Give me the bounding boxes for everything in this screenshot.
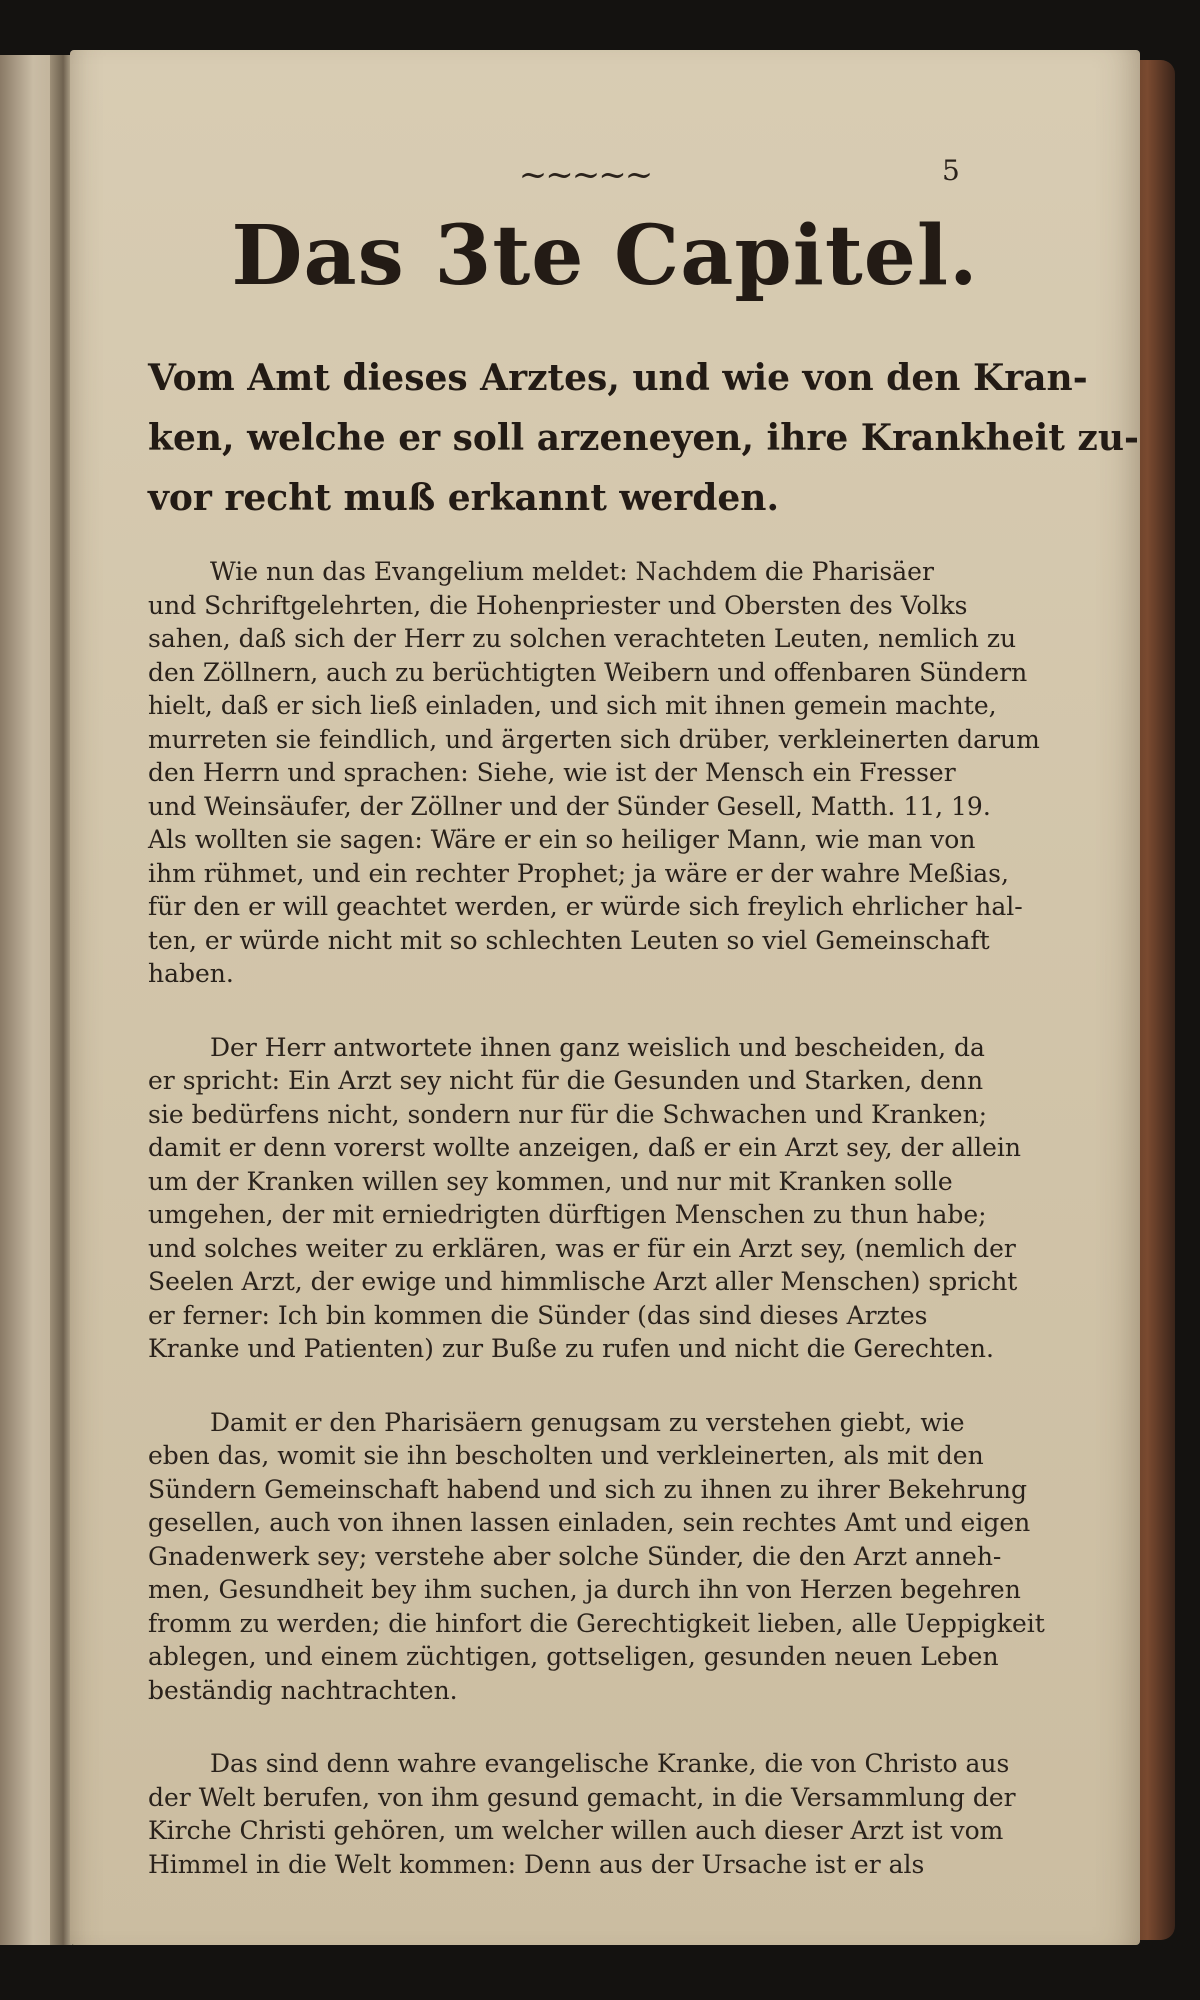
text-line: Das sind denn wahre evangelische Kranke, die von Christo aus — [210, 1749, 1010, 1778]
text-line: ten, er würde nicht mit so schlechten Leuten so viel Gemeinschaft — [148, 925, 990, 955]
text-line: ablegen, und einem züchtigen, gottseligen, gesunden neuen Leben — [148, 1642, 999, 1671]
text-line: um der Kranken willen sey kommen, und nur mit Kranken solle — [148, 1166, 953, 1196]
text-line: den Herrn und sprachen: Siehe, wie ist der Mensch ein Fresser — [148, 758, 956, 787]
book-gutter — [50, 55, 72, 1945]
text-line: ihm rühmet, und ein rechter Prophet; ja wäre er der wahre Meßias, — [148, 858, 1009, 888]
text-line: und Weinsäufer, der Zöllner und der Sünder Gesell, Matth. 11, 19. — [148, 791, 991, 821]
paragraph-3 — [148, 1406, 1048, 1708]
paragraph-1 — [148, 555, 1048, 991]
text-line: Damit er den Pharisäern genugsam zu verstehen giebt, wie — [210, 1407, 965, 1437]
chapter-title: Das 3te Capitel. — [231, 208, 979, 304]
text-line: Gnadenwerk sey; verstehe aber solche Sünder, die den Arzt anneh- — [148, 1541, 1002, 1571]
text-line: men, Gesundheit bey ihm suchen, ja durch ihn von Herzen begehren — [148, 1575, 1021, 1604]
book-page — [70, 50, 1140, 1945]
body-text — [148, 555, 1048, 1921]
header-ornament: ~~~~~ — [518, 155, 652, 195]
text-line: Sündern Gemeinschaft habend und sich zu ihnen zu ihrer Bekehrung — [148, 1474, 1028, 1504]
text-line: Himmel in die Welt kommen: Denn aus der Ursache ist er als — [148, 1849, 925, 1879]
text-line: fromm zu werden; die hinfort die Gerechtigkeit lieben, alle Ueppigkeit — [148, 1608, 1045, 1638]
text-line: gesellen, auch von ihnen lassen einladen, sein rechtes Amt und eigen — [148, 1508, 1031, 1537]
text-line: Kirche Christi gehören, um welcher willen auch dieser Arzt ist vom — [148, 1816, 1004, 1845]
page-number: 5 — [942, 154, 960, 187]
text-line: für den er will geachtet werden, er würde sich freylich ehrlicher hal- — [148, 892, 1023, 921]
text-line: haben. — [148, 959, 234, 988]
text-line: Kranke und Patienten) zur Buße zu rufen und nicht die Gerechten. — [148, 1334, 994, 1363]
text-line: murreten sie feindlich, und ärgerten sich drüber, verkleinerten darum — [148, 724, 1040, 754]
chapter-subtitle — [148, 348, 1139, 528]
text-line: Der Herr antwortete ihnen ganz weislich und bescheiden, da — [210, 1032, 985, 1062]
text-line: sahen, daß sich der Herr zu solchen verachteten Leuten, nemlich zu — [148, 624, 1017, 653]
text-line: und Schriftgelehrten, die Hohenpriester und Obersten des Volks — [148, 590, 968, 620]
text-line: beständig nachtrachten. — [148, 1675, 458, 1705]
text-line: Seelen Arzt, der ewige und himmlische Arzt aller Menschen) spricht — [148, 1267, 1018, 1296]
text-line: umgehen, der mit erniedrigten dürftigen Menschen zu thun habe; — [148, 1200, 987, 1229]
subtitle-line: vor recht muß erkannt werden. — [148, 477, 780, 519]
text-line: eben das, womit sie ihn bescholten und verkleinerten, als mit den — [148, 1441, 984, 1470]
text-line: er ferner: Ich bin kommen die Sünder (das sind dieses Arztes — [148, 1300, 928, 1330]
text-line: den Zöllnern, auch zu berüchtigten Weibern und offenbaren Sündern — [148, 657, 1028, 687]
text-line: der Welt berufen, von ihm gesund gemacht, in die Versammlung der — [148, 1782, 1016, 1812]
subtitle-line: Vom Amt dieses Arztes, und wie von den Kran- — [148, 357, 1088, 399]
text-line: Wie nun das Evangelium meldet: Nachdem die Pharisäer — [210, 557, 934, 586]
text-line: er spricht: Ein Arzt sey nicht für die Gesunden und Starken, denn — [148, 1066, 984, 1095]
text-line: damit er denn vorerst wollte anzeigen, daß er ein Arzt sey, der allein — [148, 1133, 1021, 1162]
text-line: hielt, daß er sich ließ einladen, und sich mit ihnen gemein machte, — [148, 691, 997, 720]
subtitle-line: ken, welche er soll arzeneyen, ihre Krankheit zu- — [148, 417, 1139, 459]
paragraph-2 — [148, 1031, 1048, 1366]
paragraph-4 — [148, 1747, 1048, 1881]
text-line: und solches weiter zu erklären, was er für ein Arzt sey, (nemlich der — [148, 1233, 1016, 1263]
text-line: Als wollten sie sagen: Wäre er ein so heiliger Mann, wie man von — [148, 825, 976, 854]
text-line: sie bedürfens nicht, sondern nur für die Schwachen und Kranken; — [148, 1099, 988, 1129]
